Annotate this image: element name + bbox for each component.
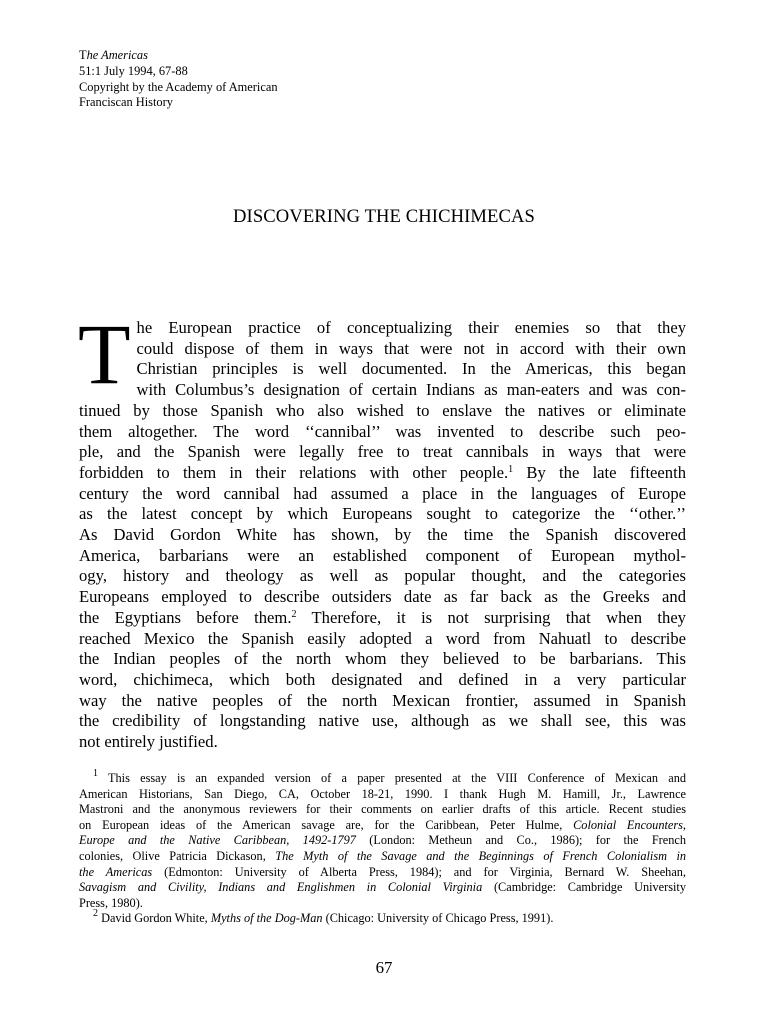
body-line: ple, and the Spanish were legally free to treat cannibals in ways that were <box>79 442 686 462</box>
body-line: them altogether. The word ‘‘cannibal’’ was invented to describe such peo- <box>79 421 686 441</box>
body-line: word, chichimeca, which both designated and defined in a very particular <box>79 669 686 689</box>
masthead <box>79 48 278 111</box>
footnote-1-mark: 1 <box>93 768 98 779</box>
body-line: century the word cannibal had assumed a place in the languages of Europe <box>79 483 686 503</box>
body-line: America, barbarians were an established component of European mythol- <box>79 545 686 565</box>
page-number: 67 <box>375 958 393 977</box>
copyright-line-1: Copyright by the Academy of American <box>79 79 278 94</box>
body-line: not entirely justified. <box>79 732 218 752</box>
footnote-1-line: $^1$ This essay is an expanded version of a paper presented at the VIII Conference of Mexican and <box>93 768 686 785</box>
body-line: ogy, history and theology as well as popular thought, and the categories <box>79 566 686 586</box>
article-title: DISCOVERING THE CHICHIMECAS <box>233 206 535 227</box>
journal-name: The Americas <box>79 48 148 62</box>
body-line: reached Mexico the Spanish easily adopted a word from Nahuatl to describe <box>79 628 686 648</box>
copyright-line-2: Franciscan History <box>79 95 173 110</box>
footnotes <box>79 768 687 927</box>
body-line: the Indian peoples of the north whom they believed to be barbarians. This <box>79 649 686 669</box>
body-line: he European practice of conceptualizing their enemies so that they <box>136 318 686 337</box>
body-line: tinued by those Spanish who also wished to enslave the natives or eliminate <box>79 400 686 420</box>
drop-cap: T <box>78 306 131 402</box>
footnote-1-line: on European ideas of the American savage are, for the Caribbean, Peter Hulme, Colonial Encounters, <box>79 817 686 832</box>
article-body <box>78 306 686 753</box>
issue-info: 51:1 July 1994, 67-88 <box>79 63 188 78</box>
footnote-1-line: American Historians, San Diego, CA, October 18-21, 1990. I thank Hugh M. Hamill, Jr., Lawrence <box>79 786 686 801</box>
body-line: with Columbus’s designation of certain Indians as man-eaters and was con- <box>136 380 686 400</box>
body-line: Europeans employed to describe outsiders date as far back as the Greeks and <box>79 587 686 607</box>
footnote-ref-2[interactable]: 2 <box>291 608 297 620</box>
body-line: the Egyptians before them.$^2$ Therefore, it is not surprising that when they <box>79 607 686 627</box>
body-line: forbidden to them in their relations with other people.$^1$ By the late fifteenth <box>79 462 686 482</box>
footnote-1-line: Europe and the Native Caribbean, 1492-1797 (London: Metheun and Co., 1986); for the French <box>79 833 686 848</box>
body-line: as the latest concept by which Europeans sought to categorize the ‘‘other.’’ <box>79 504 686 524</box>
body-line: the credibility of longstanding native use, although as we shall see, this was <box>79 711 686 731</box>
body-line: could dispose of them in ways that were not in accord with their own <box>136 338 686 358</box>
body-line: As David Gordon White has shown, by the time the Spanish discovered <box>79 525 686 545</box>
footnote-1-line: Press, 1980). <box>79 895 143 910</box>
body-line: Christian principles is well documented. In the Americas, this began <box>136 359 686 379</box>
footnote-1-line: Mastroni and the anonymous reviewers for their comments on earlier drafts of this article. Recent studies <box>79 802 686 817</box>
body-line: way the native peoples of the north Mexican frontier, assumed in Spanish <box>79 690 686 710</box>
footnote-1-line: Savagism and Civility, Indians and Englishmen in Colonial Virginia (Cambridge: Cambridge University <box>79 880 687 895</box>
footnote-2-line: $^2$ David Gordon White, Myths of the Dog-Man (Chicago: University of Chicago Press, 1991). <box>93 908 554 926</box>
footnote-1-line: the Americas (Edmonton: University of Alberta Press, 1984); and for Virginia, Bernard W. Sheehan, <box>79 864 687 879</box>
footnote-2-mark: 2 <box>93 908 98 920</box>
footnote-ref-1[interactable]: 1 <box>508 463 514 475</box>
footnote-1-line: colonies, Olive Patricia Dickason, The Myth of the Savage and the Beginnings of French Colonialism in <box>79 848 687 863</box>
